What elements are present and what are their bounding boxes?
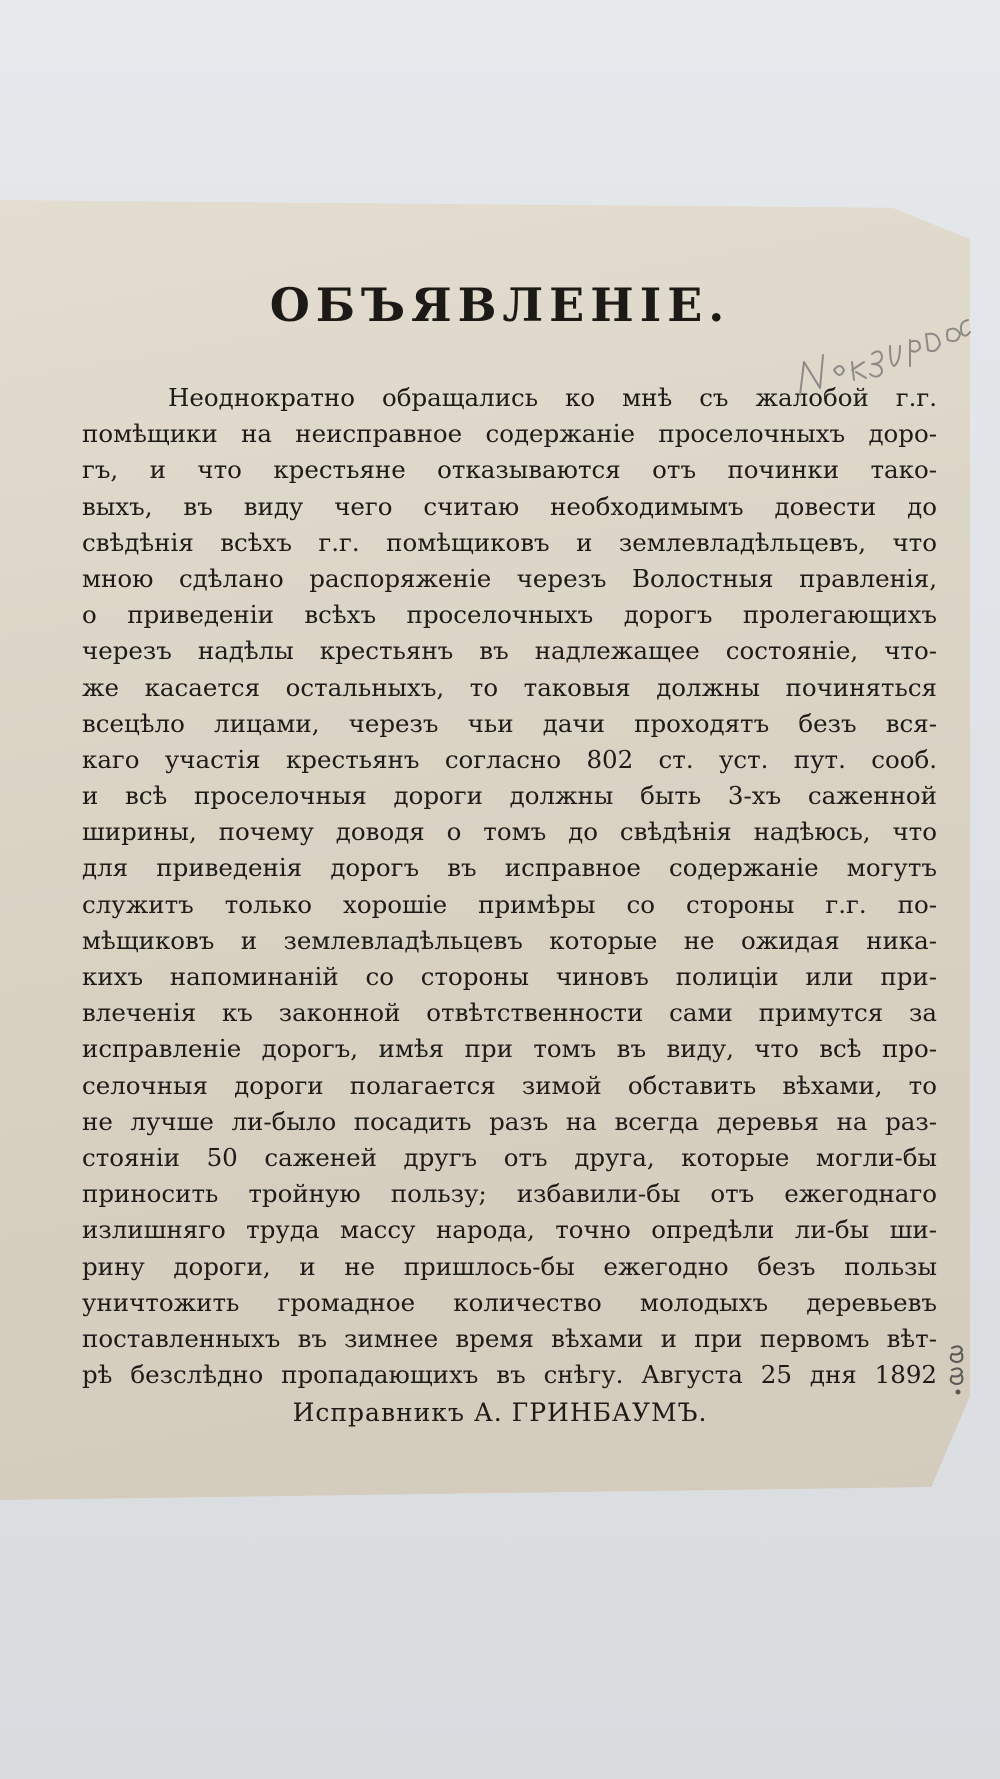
body-line: свѣдѣнія всѣхъ г.г. помѣщиковъ и землевладѣльцевъ, что: [82, 527, 937, 557]
handwritten-page-number-icon: [944, 1340, 974, 1400]
body-line: помѣщики на неисправное содержаніе проселочныхъ доро-: [82, 419, 937, 449]
body-line: мною сдѣлано распоряженіе черезъ Волостныя правленія,: [82, 563, 937, 593]
document-title: ОБЪЯВЛЕНІЕ.: [269, 278, 731, 332]
body-line: каго участія крестьянъ согласно 802 ст. уст. пут. сооб.: [82, 744, 937, 774]
body-line: уничтожить громадное количество молодыхъ деревьевъ: [82, 1287, 937, 1317]
body-line: мѣщиковъ и землевладѣльцевъ которые не ожидая ника-: [82, 925, 937, 955]
body-line: же касается остальныхъ, то таковыя должны починяться: [82, 672, 937, 702]
body-line: и всѣ проселочныя дороги должны быть 3-хъ саженной: [82, 781, 937, 811]
body-line: рѣ безслѣдно пропадающихъ въ снѣгу. Августа 25 дня 1892: [82, 1360, 937, 1390]
body-line: гъ, и что крестьяне отказываются отъ починки тако-: [82, 455, 937, 485]
body-line: излишняго труда массу народа, точно опредѣли ли-бы ши-: [82, 1215, 937, 1245]
body-line: кихъ напоминаній со стороны чиновъ полиціи или при-: [82, 962, 937, 991]
body-line: стояніи 50 саженей другъ отъ друга, которые могли-бы: [82, 1142, 937, 1172]
handwritten-annotation-icon: [790, 300, 980, 410]
body-line: не лучше ли-было посадить разъ на всегда деревья на раз-: [82, 1106, 937, 1136]
body-line: исправленіе дорогъ, имѣя при томъ въ виду, что всѣ про-: [82, 1034, 937, 1064]
body-line: выхъ, въ виду чего считаю необходимымъ довести до: [82, 491, 937, 521]
body-line: для приведенія дорогъ въ исправное содержаніе могутъ: [82, 853, 937, 883]
body-line: ширины, почему доводя о томъ до свѣдѣнія надѣюсь, что: [82, 817, 937, 847]
body-line: Неоднократно обращались ко мнѣ съ жалобой г.г.: [168, 383, 937, 412]
body-line: селочныя дороги полагается зимой обставить вѣхами, то: [82, 1070, 937, 1100]
body-line: рину дороги, и не пришлось-бы ежегодно безъ пользы: [82, 1251, 937, 1281]
body-line: о приведеніи всѣхъ проселочныхъ дорогъ пролегающихъ: [82, 600, 937, 630]
body-line: влеченія къ законной отвѣтственности сами примутся за: [82, 998, 937, 1028]
body-line: поставленныхъ въ зимнее время вѣхами и при первомъ вѣт-: [82, 1323, 937, 1353]
signature-line: Исправникъ А. ГРИНБАУМЪ.: [292, 1398, 708, 1427]
document-body: [82, 380, 937, 1393]
body-line: черезъ надѣлы крестьянъ въ надлежащее состояніе, что-: [82, 636, 937, 666]
body-line: всецѣло лицами, черезъ чьи дачи проходятъ безъ вся-: [82, 708, 937, 738]
body-line: приносить тройную пользу; избавили-бы отъ ежегоднаго: [82, 1179, 937, 1209]
body-line: служитъ только хорошіе примѣры со стороны г.г. по-: [82, 889, 937, 919]
